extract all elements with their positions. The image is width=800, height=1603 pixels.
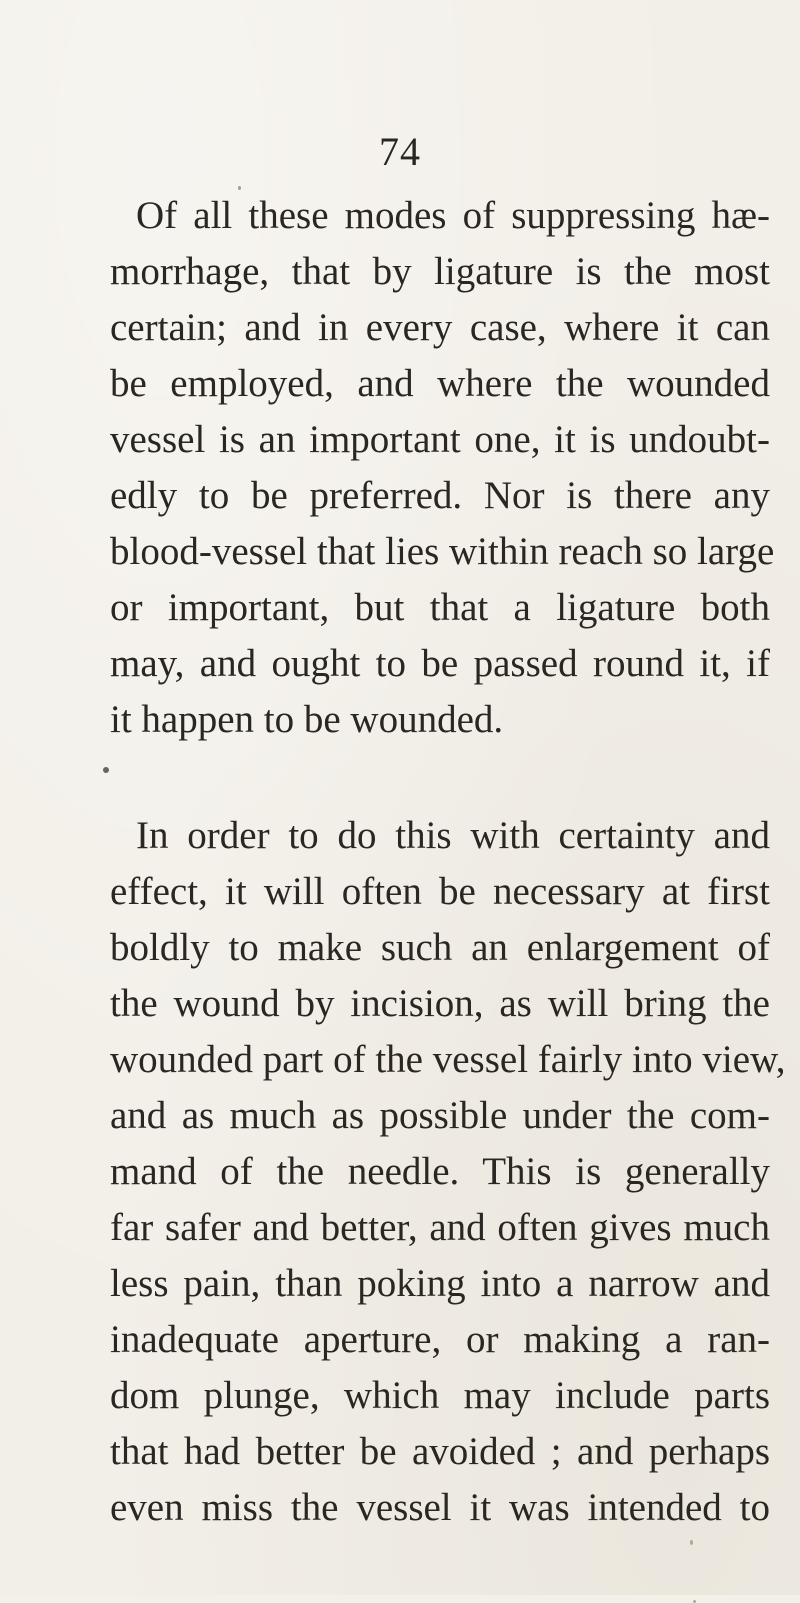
text-line: certain; and in every case, where it can [110, 306, 770, 349]
text-line: the wound by incision, as will bring the [110, 982, 770, 1025]
paper-speck [690, 1540, 693, 1545]
text-line: Of all these modes of suppressing hæ- [136, 194, 770, 237]
text-line: edly to be preferred. Nor is there any [110, 474, 770, 517]
text-line: mand of the needle. This is generally [110, 1150, 770, 1193]
text-line: morrhage, that by ligature is the most [110, 250, 770, 293]
text-line: blood-vessel that lies within reach so large [110, 530, 775, 573]
text-line: even miss the vessel it was intended to [110, 1486, 770, 1529]
text-line: dom plunge, which may include parts [110, 1374, 770, 1417]
text-line: wounded part of the vessel fairly into view, [110, 1038, 786, 1081]
text-line: it happen to be wounded. [110, 698, 504, 741]
text-line: effect, it will often be necessary at first [110, 870, 770, 913]
text-line: and as much as possible under the com- [110, 1094, 770, 1137]
text-line: or important, but that a ligature both [110, 586, 770, 629]
text-line: that had better be avoided ; and perhaps [110, 1430, 770, 1473]
page-number: 74 [379, 129, 421, 174]
text-line: inadequate aperture, or making a ran- [110, 1318, 770, 1361]
text-line: far safer and better, and often gives much [110, 1206, 770, 1249]
text-line: In order to do this with certainty and [136, 814, 770, 857]
paper-speck [103, 767, 109, 773]
text-line: less pain, than poking into a narrow and [110, 1262, 770, 1305]
text-line: vessel is an important one, it is undoubt- [110, 418, 770, 461]
text-line: boldly to make such an enlargement of [110, 926, 770, 969]
text-line: be employed, and where the wounded [110, 362, 770, 405]
paper-speck [238, 186, 241, 190]
text-line: may, and ought to be passed round it, if [110, 642, 770, 685]
